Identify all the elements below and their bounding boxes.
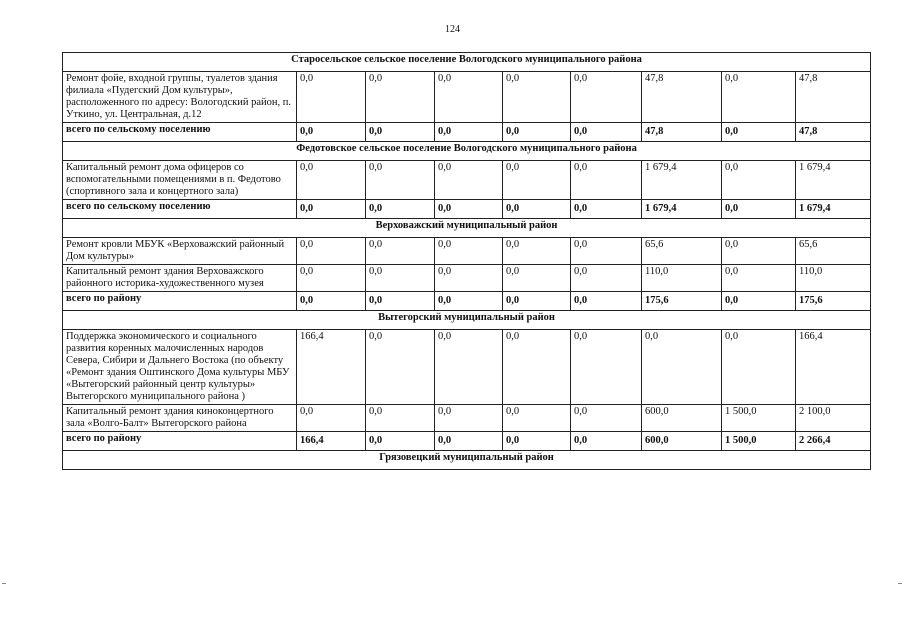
value-cell: 0,0 [366,238,435,265]
value-cell: 110,0 [796,265,871,292]
table-row [63,238,871,265]
section-title: Федотовское сельское поселение Вологодского муниципального района [63,142,871,161]
value-cell: 0,0 [642,330,722,405]
scan-mark-right [898,583,902,584]
value-cell: 0,0 [571,265,642,292]
table-row [63,265,871,292]
value-cell: 0,0 [503,405,571,432]
total-value-cell: 0,0 [297,200,366,219]
value-cell: 0,0 [435,238,503,265]
value-cell: 47,8 [642,72,722,123]
value-cell: 1 679,4 [642,161,722,200]
total-value-cell: 0,0 [435,292,503,311]
total-value-cell: 0,0 [503,123,571,142]
value-cell: 0,0 [366,265,435,292]
item-description: Ремонт фойе, входной группы, туалетов здания филиала «Пудегский Дом культуры», расположенного по адресу: Вологодский район, п. Уткино, ул. Центральная, д.12 [63,72,297,123]
value-cell: 0,0 [366,405,435,432]
total-value-cell: 0,0 [571,432,642,451]
value-cell: 0,0 [722,330,796,405]
item-description: Капитальный ремонт дома офицеров со вспомогательными помещениями в п. Федотово (спортивного зала и концертного зала) [63,161,297,200]
value-cell: 0,0 [435,161,503,200]
total-value-cell: 0,0 [435,123,503,142]
value-cell: 0,0 [435,265,503,292]
value-cell: 0,0 [503,238,571,265]
value-cell: 0,0 [503,72,571,123]
section-header-row [63,311,871,330]
value-cell: 0,0 [571,72,642,123]
scan-mark-left [2,583,6,584]
section-title: Вытегорский муниципальный район [63,311,871,330]
total-value-cell: 0,0 [722,123,796,142]
total-value-cell: 47,8 [642,123,722,142]
value-cell: 600,0 [642,405,722,432]
section-title: Верховажский муниципальный район [63,219,871,238]
total-value-cell: 175,6 [796,292,871,311]
value-cell: 65,6 [642,238,722,265]
total-label: всего по району [63,432,297,451]
budget-table [62,52,871,470]
page-number: 124 [445,24,460,35]
total-value-cell: 0,0 [722,292,796,311]
total-value-cell: 0,0 [366,200,435,219]
total-value-cell: 0,0 [435,432,503,451]
value-cell: 0,0 [297,72,366,123]
total-value-cell: 0,0 [503,200,571,219]
value-cell: 0,0 [435,72,503,123]
total-label: всего по району [63,292,297,311]
total-value-cell: 0,0 [722,200,796,219]
total-value-cell: 1 679,4 [642,200,722,219]
value-cell: 0,0 [503,330,571,405]
total-value-cell: 0,0 [571,292,642,311]
total-row [63,200,871,219]
value-cell: 2 100,0 [796,405,871,432]
total-value-cell: 0,0 [503,292,571,311]
item-description: Капитальный ремонт здания киноконцертного зала «Волго-Балт» Вытегорского района [63,405,297,432]
total-value-cell: 1 500,0 [722,432,796,451]
value-cell: 47,8 [796,72,871,123]
value-cell: 0,0 [722,72,796,123]
value-cell: 0,0 [571,330,642,405]
value-cell: 0,0 [297,238,366,265]
section-title: Грязовецкий муниципальный район [63,451,871,470]
item-description: Капитальный ремонт здания Верховажского районного историка-художественного музея [63,265,297,292]
value-cell: 0,0 [503,265,571,292]
value-cell: 0,0 [722,161,796,200]
value-cell: 1 500,0 [722,405,796,432]
total-row [63,292,871,311]
section-header-row [63,219,871,238]
value-cell: 0,0 [722,265,796,292]
total-label: всего по сельскому поселению [63,123,297,142]
total-value-cell: 0,0 [571,200,642,219]
value-cell: 0,0 [366,161,435,200]
total-value-cell: 0,0 [435,200,503,219]
total-value-cell: 0,0 [503,432,571,451]
value-cell: 166,4 [297,330,366,405]
total-label: всего по сельскому поселению [63,200,297,219]
value-cell: 65,6 [796,238,871,265]
value-cell: 0,0 [366,330,435,405]
value-cell: 0,0 [297,405,366,432]
value-cell: 0,0 [297,161,366,200]
total-value-cell: 2 266,4 [796,432,871,451]
value-cell: 1 679,4 [796,161,871,200]
section-title: Старосельское сельское поселение Вологодского муниципального района [63,53,871,72]
value-cell: 0,0 [503,161,571,200]
value-cell: 110,0 [642,265,722,292]
table-row [63,330,871,405]
item-description: Ремонт кровли МБУК «Верховажский районный Дом культуры» [63,238,297,265]
total-row [63,123,871,142]
value-cell: 0,0 [722,238,796,265]
value-cell: 0,0 [297,265,366,292]
total-value-cell: 600,0 [642,432,722,451]
value-cell: 0,0 [435,405,503,432]
total-value-cell: 0,0 [366,432,435,451]
value-cell: 0,0 [571,238,642,265]
table-row [63,72,871,123]
table-row [63,161,871,200]
value-cell: 0,0 [571,161,642,200]
total-value-cell: 175,6 [642,292,722,311]
value-cell: 0,0 [571,405,642,432]
total-value-cell: 0,0 [366,292,435,311]
total-value-cell: 0,0 [571,123,642,142]
total-row [63,432,871,451]
total-value-cell: 0,0 [297,292,366,311]
value-cell: 0,0 [435,330,503,405]
value-cell: 166,4 [796,330,871,405]
section-header-row [63,451,871,470]
section-header-row [63,53,871,72]
total-value-cell: 166,4 [297,432,366,451]
value-cell: 0,0 [366,72,435,123]
table-row [63,405,871,432]
total-value-cell: 0,0 [366,123,435,142]
item-description: Поддержка экономического и социального развития коренных малочисленных народов Севера, Сибири и Дальнего Востока (по объекту «Ремонт здания Оштинского Дома культуры МБУ «Вытегорский районный центр культуры» Вытегорского муниципального района ) [63,330,297,405]
total-value-cell: 0,0 [297,123,366,142]
section-header-row [63,142,871,161]
total-value-cell: 1 679,4 [796,200,871,219]
total-value-cell: 47,8 [796,123,871,142]
